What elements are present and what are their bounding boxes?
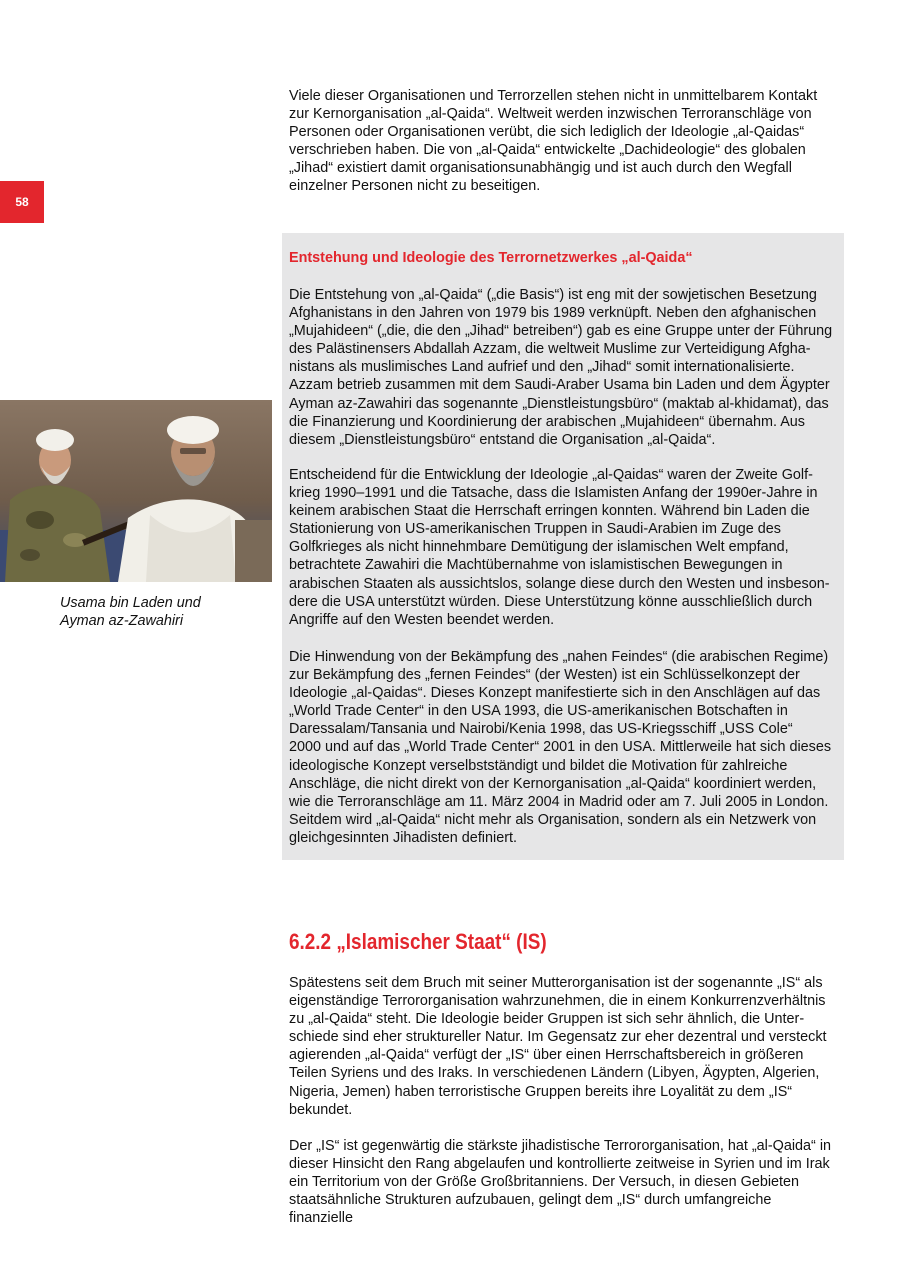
page-number-tab <box>0 181 44 223</box>
intro-paragraph: Viele dieser Organisationen und Terrorzellen stehen nicht in unmittelbarem Kontakt zur Kernorganisation „al-Qaida“. Weltweit werden inzwischen Terroranschläge von Personen oder Organisationen verübt, die sich lediglich der Ideologie „al-Qaidas“ verschrieben haben. Die von „al-Qaida“ entwickelte „Dachideologie“ des globalen „Jihad“ existiert damit organisationsunabhängig und ist auch durch den Wegfall einzelner Personen nicht zu beseitigen. <box>289 88 818 195</box>
section-paragraph: Der „IS“ ist gegenwärtig die stärkste jihadistische Terrororganisation, hat „al-Qaida“ in dieser Hinsicht den Rang abgelaufen und kontrollierte zeitweise in Syrien und im Irak ein Territorium von der Größe Großbritanniens. Der Versuch, in diesen Gebieten staatsähnliche Strukturen aufzubauen, gelingt dem „IS“ durch umfangreiche finanzielle <box>289 1138 832 1227</box>
section-paragraph: Spätestens seit dem Bruch mit seiner Mutterorganisation ist der sogenannte „IS“ als eigenständige Terrororganisation wahrzunehmen, die in einem Konkurrenzverhältnis zu „al-Qaida“ steht. Die Ideologie beider Gruppen ist sich sehr ähnlich, die Unter- schiede sind eher struktureller Natur. Im Gegensatz zur eher dezentral und versteckt agierenden „al-Qaida“ verfügt der „IS“ über einen Herrschaftsbereich in größeren Teilen Syriens und des Iraks. In verschiedenen Ländern (Libyen, Ägypten, Algerien, Nigeria, Jemen) haben terroristische Gruppen bereits ihre Loyalität zu dem „IS“ bekundet. <box>289 975 827 1118</box>
info-box-paragraph: Die Entstehung von „al-Qaida“ („die Basis“) ist eng mit der sowjetischen Besetzung Afghanistans in den Jahren von 1979 bis 1989 verknüpft. Neben den afghanischen „Mujahideen“ („die, die den „Jihad“ betreiben“) gab es eine Gruppe unter der Führung des Palästinensers Abdallah Azzam, die weltweit Muslime zur Verteidigung Afgha- nistans als muslimisches Land aufrief und den „Jihad“ somit internationalisierte. Azzam betrieb zusammen mit dem Saudi-Araber Usama bin Laden und dem Ägypter Ayman az-Zawahiri das sogenannte „Dienstleistungsbüro“ (maktab al-khidamat), das die Finanzierung und Koordinierung der arabischen „Mujahideen“ übernahm. Aus diesem „Dienstleistungsbüro“ entstand die Organisation „al-Qaida“. <box>289 287 833 448</box>
info-box-paragraph: Entscheidend für die Entwicklung der Ideologie „al-Qaidas“ waren der Zweite Golf- krieg 1990–1991 und die Tatsache, dass die Islamisten Anfang der 1990er-Jahre in keinem arabischen Staat die Herrschaft erringen konnten. Während bin Laden die Stationierung von US-amerikanischen Truppen in Saudi-Arabien im Zuge des Golfkrieges als nicht hinnehmbare Demütigung der islamischen Welt empfand, betrachtete Zawahiri die Machtübernahme von islamistischen Bewegungen in arabischen Staaten als aussichtslos, solange diese durch den Westen und insbeson- dere die USA unterstützt würden. Diese Unterstützung könne ausschließlich durch Angriffe auf den Westen beendet werden. <box>289 467 830 628</box>
info-box-paragraph: Die Hinwendung von der Bekämpfung des „nahen Feindes“ (die arabischen Regime) zur Bekämpfung des „fernen Feindes“ (der Westen) ist ein Schlüsselkonzept der Ideologie „al-Qaidas“. Dieses Konzept manifestierte sich in den Anschlägen auf das „World Trade Center“ in den USA 1993, die US-amerikanischen Botschaften in Daressalam/Tansania und Nairobi/Kenia 1998, das US-Kriegsschiff „USS Cole“ 2000 und auf das „World Trade Center“ 2001 in den USA. Mittlerweile hat sich dieses ideologische Konzept verselbstständigt und bildet die Motivation für zahlreiche Anschläge, die nicht direkt von der Kernorganisation „al-Qaida“ koordiniert werden, wie die Terroranschläge am 11. März 2004 in Madrid oder am 7. Juli 2005 in London. Seitdem wird „al-Qaida“ nicht mehr als Organisation, sondern als ein Netzwerk von gleichgesinnten Jihadisten definiert. <box>289 649 832 846</box>
section-heading: 6.2.2 „Islamischer Staat“ (IS) <box>289 929 547 954</box>
page-number: 58 <box>15 195 29 209</box>
photo-caption: Usama bin Laden und Ayman az-Zawahiri <box>60 595 201 630</box>
portrait-photo-illustration <box>0 400 272 582</box>
portrait-photo <box>0 400 272 582</box>
info-box-title: Entstehung und Ideologie des Terrornetzwerkes „al-Qaida“ <box>289 250 693 266</box>
